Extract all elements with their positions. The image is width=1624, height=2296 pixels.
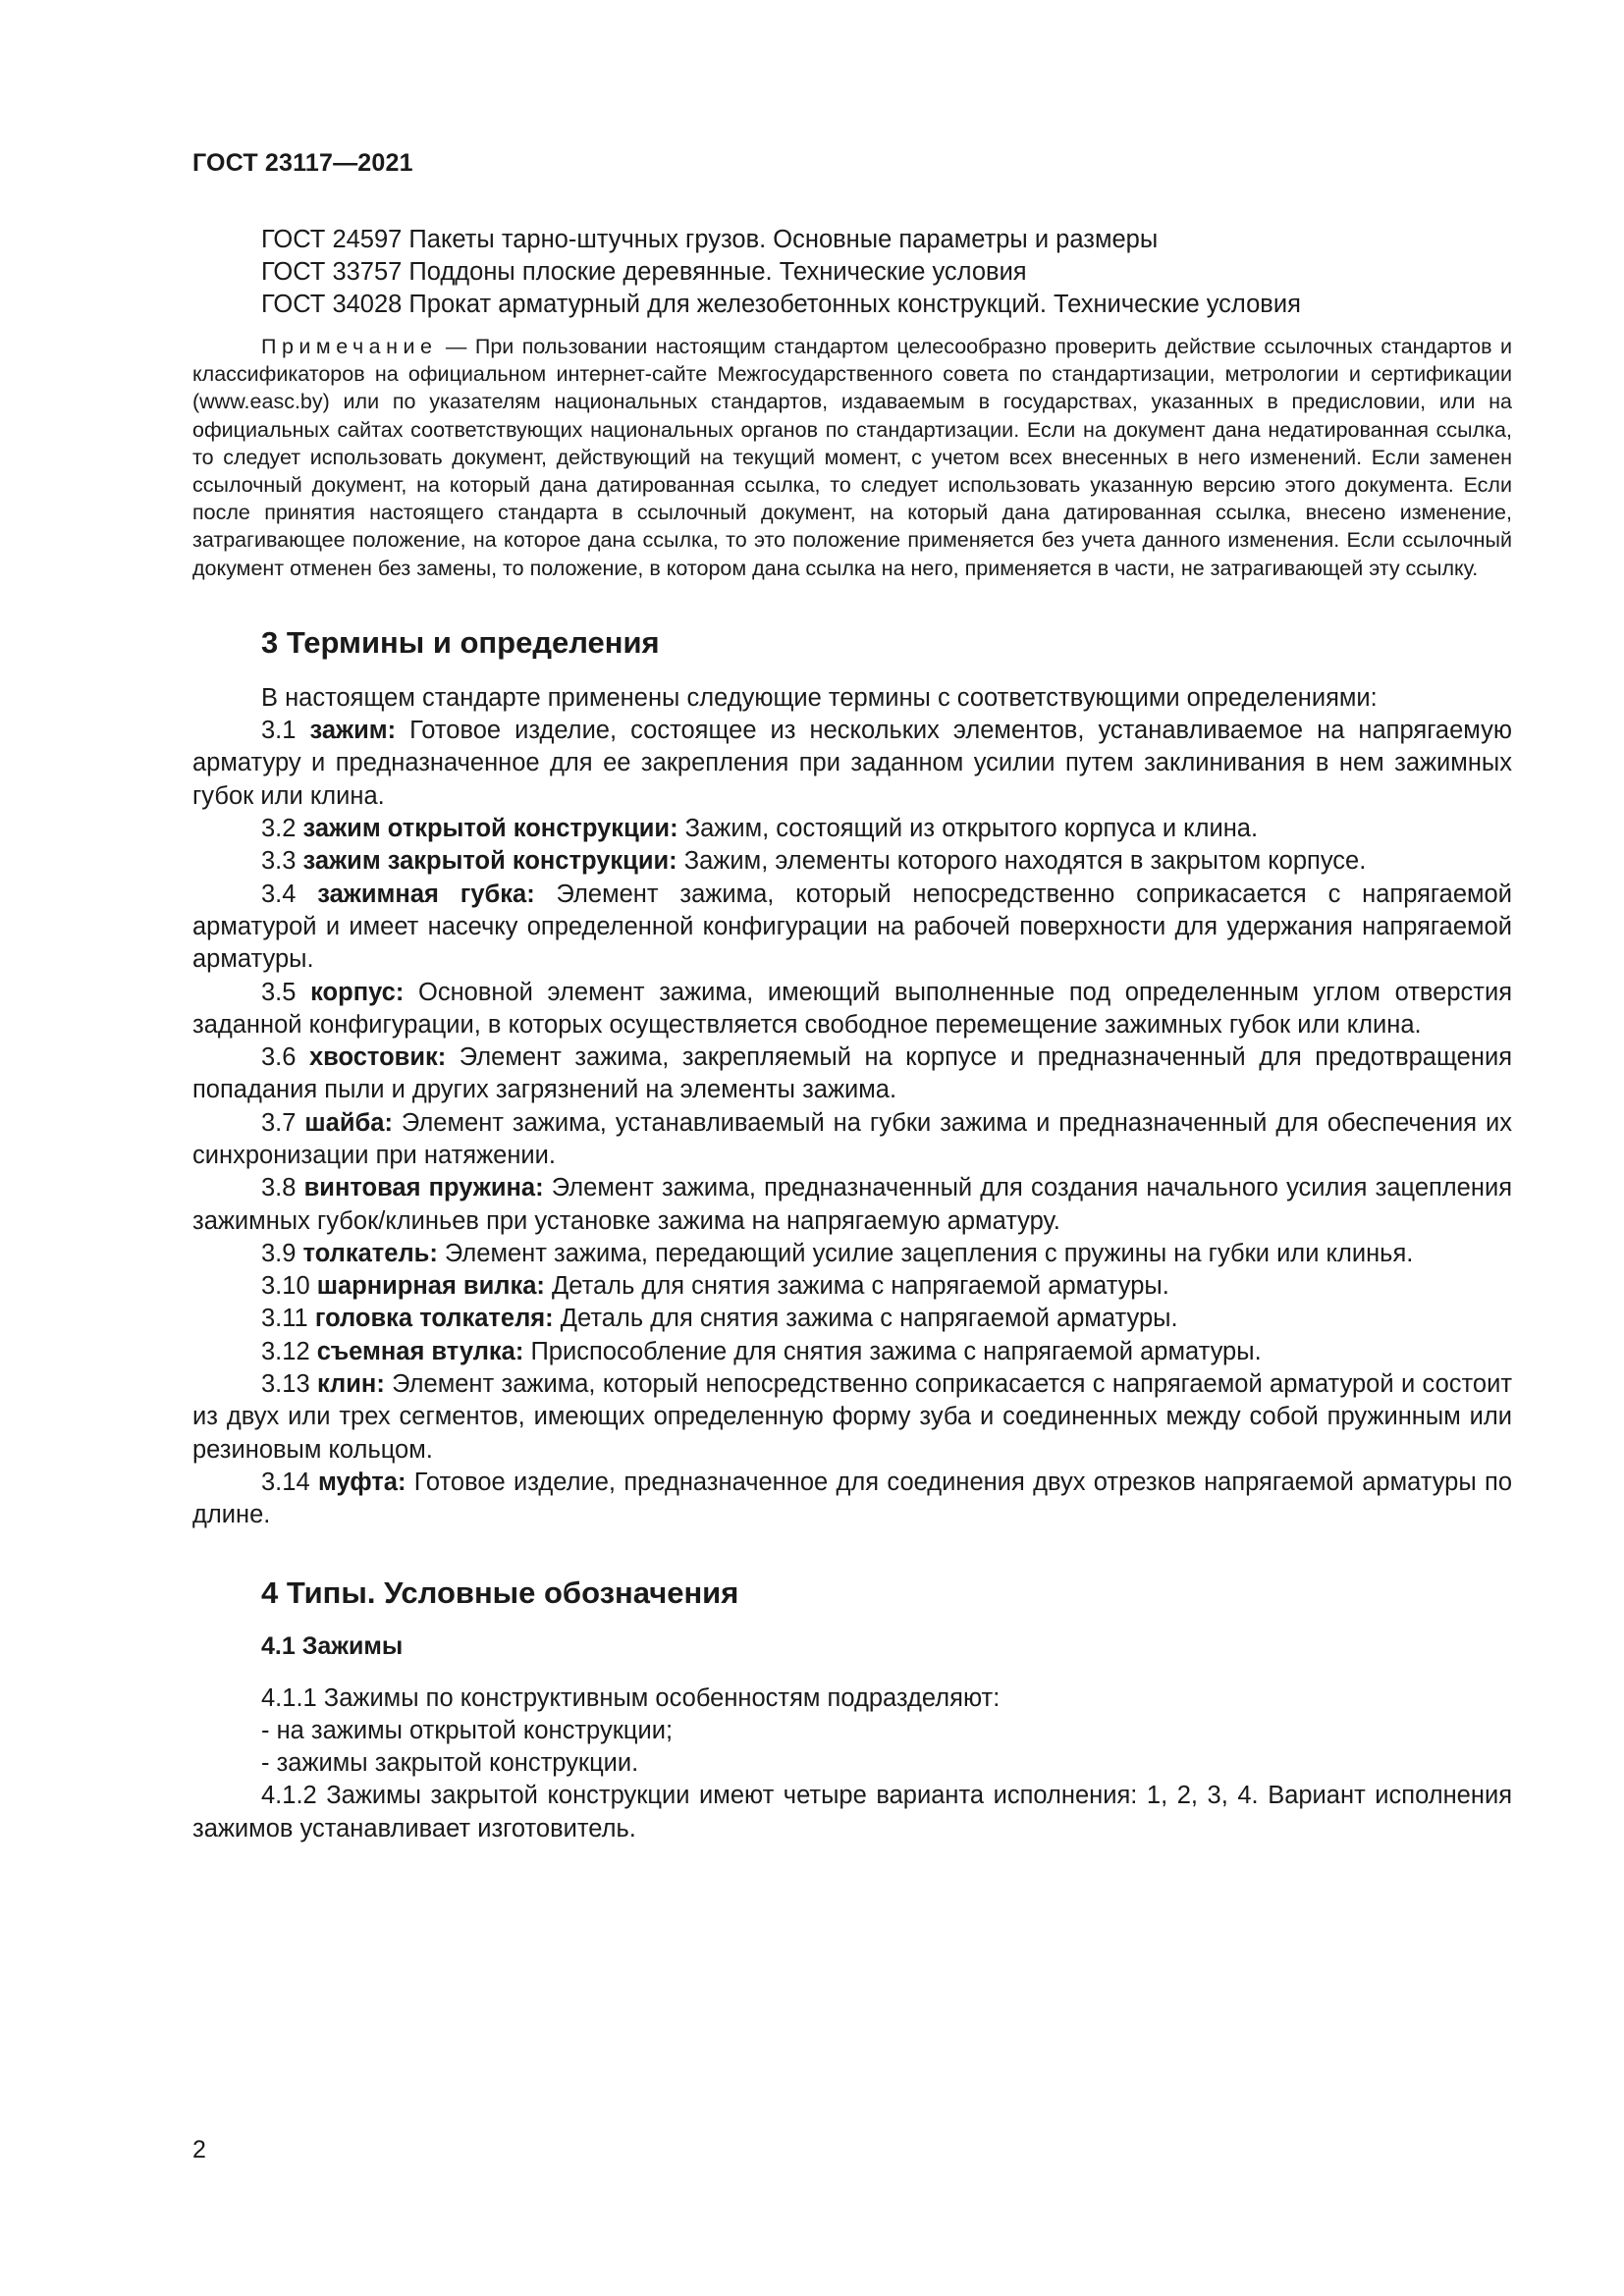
term-definition: 3.9 толкатель: Элемент зажима, передающий усилие зацепления с пружины на губки или клинья. xyxy=(261,1239,1414,1267)
paragraph-4-1-1: 4.1.1 Зажимы по конструктивным особенностям подразделяют: xyxy=(261,1683,1001,1712)
section-3-heading: 3 Термины и определения xyxy=(261,624,660,660)
term-definition: 3.3 зажим закрытой конструкции: Зажим, элементы которого находятся в закрытом корпусе. xyxy=(261,847,1367,876)
term-definition: 3.6 хвостовик: Элемент зажима, закрепляемый на корпусе и предназначенный для предотвращения попадания пыли и других загрязнений на элементы зажима. xyxy=(192,1043,1512,1104)
reference-item: ГОСТ 34028 Прокат арматурный для железобетонных конструкций. Технические условия xyxy=(261,291,1301,318)
term-name: шарнирная вилка: xyxy=(316,1272,545,1301)
term-definition: 3.11 головка толкателя: Деталь для снятия зажима с напрягаемой арматуры. xyxy=(261,1305,1178,1333)
term-name: зажим: xyxy=(309,717,397,745)
list-item: - на зажимы открытой конструкции; xyxy=(261,1716,674,1744)
term-definition: 3.8 винтовая пружина: Элемент зажима, предназначенный для создания начального усилия зацепления зажимных губок/клиньев при установке зажима на напрягаемую арматуру. xyxy=(192,1174,1513,1235)
reference-item: ГОСТ 24597 Пакеты тарно-штучных грузов. Основные параметры и размеры xyxy=(261,226,1159,253)
subsection-4-1-heading: 4.1 Зажимы xyxy=(261,1631,404,1660)
section-3-intro: В настоящем стандарте применены следующие термины с соответствующими определениями: xyxy=(261,683,1378,712)
page-number: 2 xyxy=(192,2136,206,2163)
reference-item: ГОСТ 33757 Поддоны плоские деревянные. Технические условия xyxy=(261,258,1027,286)
term-name: клин: xyxy=(316,1370,385,1399)
term-name: хвостовик: xyxy=(308,1043,447,1072)
list-item: - зажимы закрытой конструкции. xyxy=(261,1749,639,1778)
term-name: толкатель: xyxy=(302,1239,438,1267)
term-definition: 3.14 муфта: Готовое изделие, предназначенное для соединения двух отрезков напрягаемой арматуры по длине. xyxy=(192,1468,1512,1529)
page-content xyxy=(192,224,1512,1845)
document-header: ГОСТ 23117—2021 xyxy=(192,149,413,177)
term-definition: 3.10 шарнирная вилка: Деталь для снятия зажима с напрягаемой арматуры. xyxy=(261,1272,1169,1301)
term-definition: 3.7 шайба: Элемент зажима, устанавливаемый на губки зажима и предназначенный для обеспечения их синхронизации при натяжении. xyxy=(192,1108,1512,1169)
note xyxy=(192,333,1512,582)
section-4-heading: 4 Типы. Условные обозначения xyxy=(261,1575,739,1610)
note-label: Примечание xyxy=(261,335,438,358)
term-definition: 3.5 корпус: Основной элемент зажима, имеющий выполненные под определенным углом отверстия заданной конфигурации, в которых осуществляется свободное перемещение зажимных губок или клина. xyxy=(192,978,1512,1039)
term-name: головка толкателя: xyxy=(314,1305,554,1333)
term-name: съемная втулка: xyxy=(316,1337,524,1365)
term-definition: 3.2 зажим открытой конструкции: Зажим, состоящий из открытого корпуса и клина. xyxy=(261,815,1259,843)
note-text: — При пользовании настоящим стандартом целесообразно проверить действие ссылочных стандартов и классификаторов на официальном интернет-сайте Межгосударственного совета по стандартизации, метрологии и сертификации (www.easc.by) или по указателям национальных стандартов, издаваемым в государствах, указанных в предисловии, или на официальных сайтах соответствующих национальных органов по стандартизации. Если на документ дана недатированная ссылка, то следует использовать документ, действующий на текущий момент, с учетом всех внесенных в него изменений. Если заменен ссылочный документ, на который дана датированная ссылка, то следует использовать указанную версию этого документа. Если после принятия настоящего стандарта в ссылочный документ, на который дана датированная ссылка, внесено изменение, затрагивающее положение, на которое дана ссылка, то это положение применяется без учета данного изменения. Если ссылочный документ отменен без замены, то положение, в котором дана ссылка на него, применяется в части, не затрагивающей эту ссылку. xyxy=(192,335,1512,580)
term-definition: 3.4 зажимная губка: Элемент зажима, который непосредственно соприкасается с напрягаемой арматурой и имеет насечку определенной конфигурации на рабочей поверхности для удержания напрягаемой арматуры. xyxy=(192,880,1512,974)
reference-list xyxy=(192,224,1512,321)
term-definition: 3.13 клин: Элемент зажима, который непосредственно соприкасается с напрягаемой арматурой и состоит из двух или трех сегментов, имеющих определенную форму зуба и соединенных между собой пружинным или резиновым кольцом. xyxy=(192,1370,1512,1464)
term-name: винтовая пружина: xyxy=(303,1174,544,1202)
term-name: корпус: xyxy=(310,978,405,1006)
term-name: зажим закрытой конструкции: xyxy=(302,847,677,876)
paragraph-4-1-2: 4.1.2 Зажимы закрытой конструкции имеют четыре варианта исполнения: 1, 2, 3, 4. Вариант исполнения зажимов устанавливает изготовитель. xyxy=(192,1782,1512,1842)
term-name: муфта: xyxy=(317,1468,406,1496)
term-name: шайба: xyxy=(304,1108,393,1137)
term-definition: 3.1 зажим: Готовое изделие, состоящее из нескольких элементов, устанавливаемое на напрягаемую арматуру и предназначенное для ее закрепления при заданном усилии путем заклинивания в нем зажимных губок или клина. xyxy=(192,717,1512,810)
term-definition: 3.12 съемная втулка: Приспособление для снятия зажима с напрягаемой арматуры. xyxy=(261,1337,1262,1365)
term-name: зажимная губка: xyxy=(317,880,535,908)
term-name: зажим открытой конструкции: xyxy=(302,815,678,843)
